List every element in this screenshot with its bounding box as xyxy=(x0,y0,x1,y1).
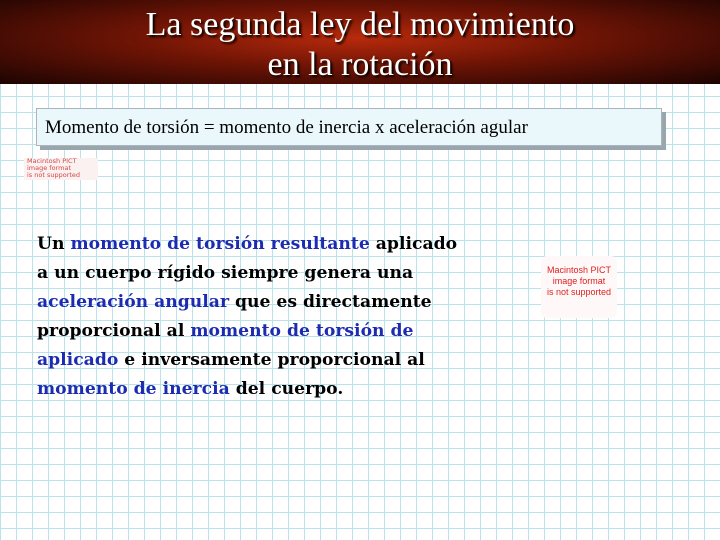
term-angular-acceleration: aceleración angular xyxy=(37,292,229,312)
body-line-5 xyxy=(37,346,507,375)
formula-box xyxy=(36,108,662,146)
body-text-span: proporcional al xyxy=(37,321,191,341)
term-applied: aplicado xyxy=(37,350,119,370)
term-resultant-torque: momento de torsión resultante xyxy=(70,234,370,254)
body-text-span: Un xyxy=(37,234,71,254)
body-text-span: a un cuerpo rígido siempre genera una xyxy=(37,263,414,283)
body-line-3 xyxy=(37,288,507,317)
pict-placeholder-small xyxy=(24,158,98,180)
body-paragraph xyxy=(37,230,507,404)
slide-title-line-2: en la rotación xyxy=(267,46,453,83)
formula-text: Momento de torsión = momento de inercia x aceleración agular xyxy=(45,117,528,138)
pict-small-line-2: image format xyxy=(27,164,71,172)
title-banner xyxy=(0,0,720,84)
body-text-span: que es directamente xyxy=(229,292,432,312)
pict-large-line-3: is not supported xyxy=(546,287,612,297)
pict-small-line-1: Macintosh PICT xyxy=(27,157,77,165)
pict-placeholder-large xyxy=(541,256,617,318)
term-moment-of-inertia: momento de inercia xyxy=(37,379,230,399)
pict-large-line-2: image format xyxy=(552,276,606,286)
body-line-1 xyxy=(37,230,507,259)
body-text-span: del cuerpo. xyxy=(229,379,344,399)
slide-title-line-1: La segunda ley del movimiento xyxy=(145,6,575,43)
body-line-4 xyxy=(37,317,507,346)
body-text-span: aplicado xyxy=(369,234,458,254)
pict-small-line-3: is not supported xyxy=(27,171,81,179)
body-text-span: e inversamente proporcional al xyxy=(118,350,425,370)
term-applied-torque: momento de torsión de xyxy=(190,321,414,341)
body-line-6 xyxy=(37,375,507,404)
body-line-2 xyxy=(37,259,507,288)
pict-large-line-1: Macintosh PICT xyxy=(546,265,612,275)
